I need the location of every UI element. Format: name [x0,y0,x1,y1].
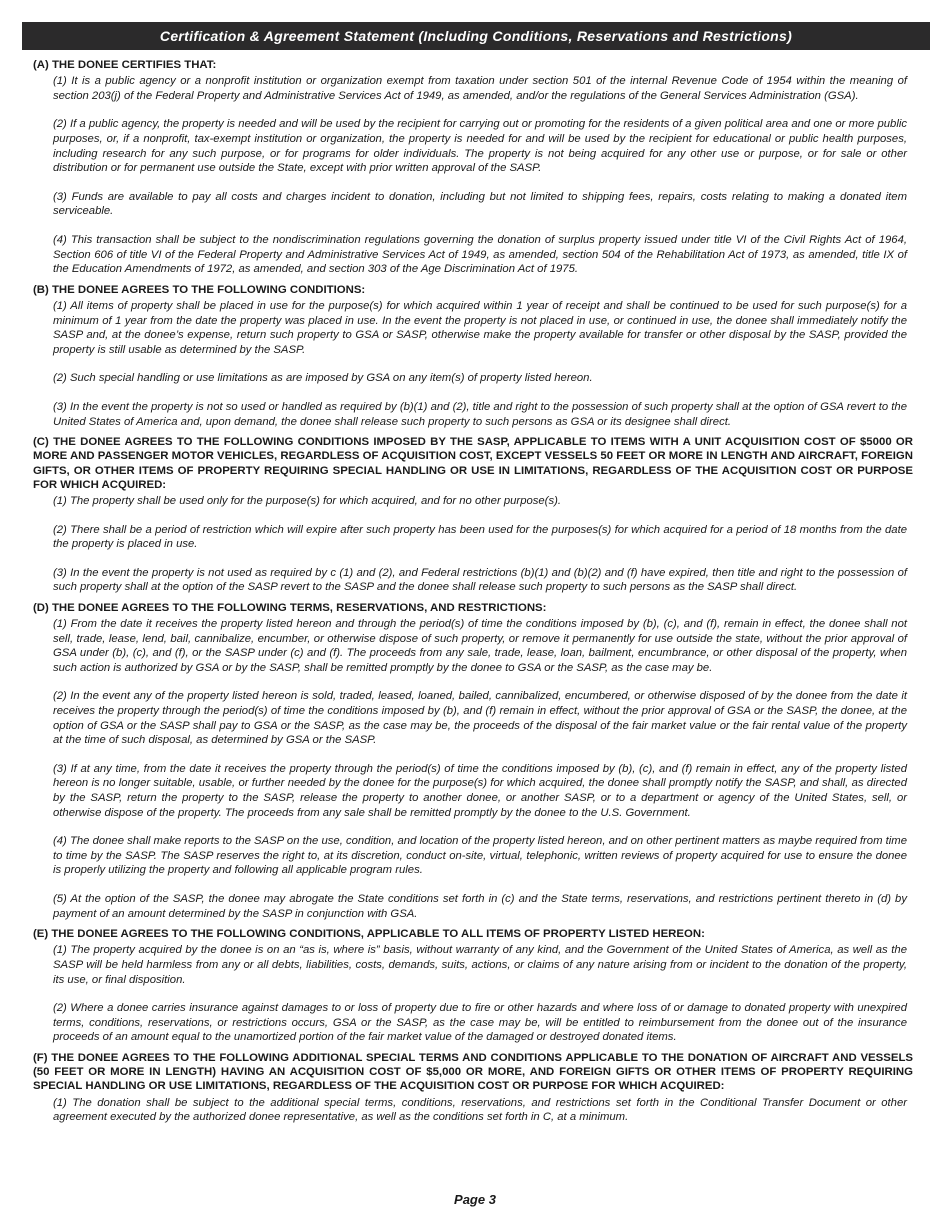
section-heading: (B) THE DONEE AGREES TO THE FOLLOWING CONDITIONS: [33,283,366,296]
paragraph: (2) There shall be a period of restriction which will expire after such property has been used for the purposes(s) for which acquired for a period of 18 months from the date the property is placed in use. [53,523,907,551]
section-c [33,435,913,595]
section-a [33,58,913,277]
paragraph: (1) The property shall be used only for the purpose(s) for which acquired, and for no other purpose(s). [53,494,561,507]
paragraph: (2) If a public agency, the property is needed and will be used by the recipient for carrying out or promoting for the residents of a given political area and one or more public purposes, or, if a nonprofit, tax-exempt institution or organization, the property is needed for and will be used by the recipient for educational or public health purposes, including research for any such purpose, or for programs for older individuals. The property is not being acquired for any other use or purpose, or for sale or other distribution or for permanent use outside the State, except with prior written approval of the SASP. [53,118,907,175]
paragraph: (2) In the event any of the property listed hereon is sold, traded, leased, loaned, bailed, cannibalized, encumbered, or otherwise disposed of by the donee from the date it receives the property through the period(s) of time the conditions imposed by (b), and (f) remain in effect, without the prior approval of GSA or the SASP, the donee, at the option of GSA or the SASP shall pay to GSA or the SASP, as the case may be, the proceeds of the disposal of the fair market value or the fair rental value of the property at the time of such disposal, as determined by GSA or the SASP. [53,690,907,747]
document-title: Certification & Agreement Statement (Including Conditions, Reservations and Restrictions) [159,28,793,44]
page-number: Page 3 [454,1192,496,1207]
paragraph: (4) This transaction shall be subject to the nondiscrimination regulations governing the donation of surplus property issued under title VI of the Civil Rights Act of 1964, Section 606 of title VI of the Federal Property and Administrative Services Act of 1949, as amended, section 504 of the Rehabilitation Act of 1973, as amended, title IX of the Education Amendments of 1972, as amended, and section 303 of the Age Discrimination Act of 1975. [53,233,907,276]
section-e [33,927,913,1045]
paragraph: (3) Funds are available to pay all costs and charges incident to donation, including but not limited to shipping fees, repairs, costs relating to making a donated item serviceable. [53,190,907,218]
section-heading: (C) THE DONEE AGREES TO THE FOLLOWING CONDITIONS IMPOSED BY THE SASP, APPLICABLE TO ITEMS WITH A UNIT ACQUISITION COST OF $5000 OR MORE AND PASSENGER MOTOR VEHICLES, REGARDLESS OF ACQUISITION COST, EXCEPT VESSELS 50 FEET OR MORE IN LENGTH AND AIRCRAFT, FOREIGN GIFTS, OR OTHER ITEMS OF PROPERTY REQUIRING SPECIAL HANDLING OR USE IN LIMITATIONS, REGARDLESS OF THE ACQUISITION COST OR PURPOSE FOR WHICH ACQUIRED: [33,436,913,491]
paragraph: (1) All items of property shall be placed in use for the purpose(s) for which acquired within 1 year of receipt and shall be continued to be used for such purpose(s) for a minimum of 1 year from the date the property was placed in use. In the event the property is not placed in use, or continued in use, the donee shall immediately notify the SASP and, at the donee’s expense, return such property to GSA or SASP, otherwise make the property available for transfer or other disposal by the SASP, provided the property is still usable as determined by the SASP. [53,299,907,356]
paragraph: (1) It is a public agency or a nonprofit institution or organization exempt from taxation under section 501 of the internal Revenue Code of 1954 within the meaning of section 203(j) of the Federal Property and Administrative Services Act of 1949, as amended, and/or the regulations of the General Services Administration (GSA). [53,75,907,102]
paragraph: (2) Such special handling or use limitations as are imposed by GSA on any item(s) of property listed hereon. [53,372,593,385]
paragraph: (3) If at any time, from the date it receives the property through the period(s) of time the conditions imposed by (b), (c), and (f) remain in effect, any of the property listed hereon is no longer suitable, usable, or further needed by the donee for the purpose(s) for which acquired, the donee shall promptly notify the SASP, and shall, as directed by the SASP, return the property to the SASP, release the property to another donee, or another SASP, or to a department or agency of the United States, sell, or otherwise dispose of the property. The proceeds from any sale shall be remitted promptly by the donee to the U.S. Government. [53,762,907,819]
paragraph: (3) In the event the property is not so used or handled as required by (b)(1) and (2), title and right to the possession of such property shall at the option of GSA revert to the United States of America and, upon demand, the donee shall release such property to such persons as GSA or its designee shall direct. [53,400,907,428]
document-title-banner [22,22,930,50]
section-f [33,1051,913,1125]
section-d [33,601,913,921]
paragraph: (1) The donation shall be subject to the additional special terms, conditions, reservations, and restrictions set forth in the Conditional Transfer Document or other agreement executed by the authorized donee representative, as well as the conditions set forth in C, at a minimum. [53,1096,907,1124]
section-heading: (A) THE DONEE CERTIFIES THAT: [33,59,217,71]
paragraph: (2) Where a donee carries insurance against damages to or loss of property due to fire or other hazards and where loss of or damage to donated property with unexpired terms, conditions, reservations, or restrictions occurs, GSA or the SASP, as the case may be, will be entitled to reimbursement from the donee out of the insurance proceeds of an amount equal to the unamortized portion of the fair market value of the damaged or destroyed donated items. [53,1002,907,1044]
section-heading: (F) THE DONEE AGREES TO THE FOLLOWING ADDITIONAL SPECIAL TERMS AND CONDITIONS APPLICABLE TO THE DONATION OF AIRCRAFT AND VESSELS (50 FEET OR MORE IN LENGTH) HAVING AN ACQUISITION COST OF $5,000 OR MORE, AND FOREIGN GIFTS OR OTHER ITEMS OF PROPERTY REQUIRING SPECIAL HANDLING OR USE LIMITATIONS, REGARDLESS OF THE ACQUISITION COST OR PURPOSE FOR WHICH ACQUIRED: [33,1051,913,1093]
paragraph: (4) The donee shall make reports to the SASP on the use, condition, and location of the property listed hereon, and on other pertinent matters as maybe required from time to time by the SASP. The SASP reserves the right to, at its discretion, conduct on-site, virtual, telephonic, written reviews of property acquired for use to ensure the donee is properly utilizing the property and following all applicable program rules. [53,835,907,877]
section-heading: (D) THE DONEE AGREES TO THE FOLLOWING TERMS, RESERVATIONS, AND RESTRICTIONS: [33,601,547,614]
paragraph: (1) From the date it receives the property listed hereon and through the period(s) of time the conditions imposed by (b), (c), and (f), remain in effect, the donee shall not sell, trade, lease, lend, bail, cannibalize, encumber, or otherwise dispose of such property, or remove it permanently for use outside the state, without the prior approval of GSA under (b), (c), and (f), or the SASP under (c) and (f). The proceeds from any sale, trade, lease, loan, bailment, encumbrance, or other disposal of the property, when such action is authorized by GSA or by the SASP, shall be remitted promptly by the donee to GSA or the SASP, as the case may be. [53,618,907,674]
section-b [33,283,913,429]
paragraph: (1) The property acquired by the donee is on an “as is, where is” basis, without warranty of any kind, and the Government of the United States of America, as well as the SASP will be held harmless from any or all debts, liabilities, costs, demands, suits, actions, or claims of any nature arising from or incident to the donation of the property, its use, or final disposition. [53,944,907,986]
paragraph: (5) At the option of the SASP, the donee may abrogate the State conditions set forth in (c) and the State terms, reservations, and restrictions pertinent thereto in (d) by payment of an amount determined by the SASP in conjunction with GSA. [53,892,907,920]
section-heading: (E) THE DONEE AGREES TO THE FOLLOWING CONDITIONS, APPLICABLE TO ALL ITEMS OF PROPERTY LISTED HEREON: [33,928,705,941]
paragraph: (3) In the event the property is not used as required by c (1) and (2), and Federal restrictions (b)(1) and (b)(2) and (f) have expired, then title and right to the possession of such property shall at the option of the SASP revert to the SASP and the donee shall release such property to such persons as the SASP shall direct. [53,566,907,594]
document-body [33,58,913,1131]
